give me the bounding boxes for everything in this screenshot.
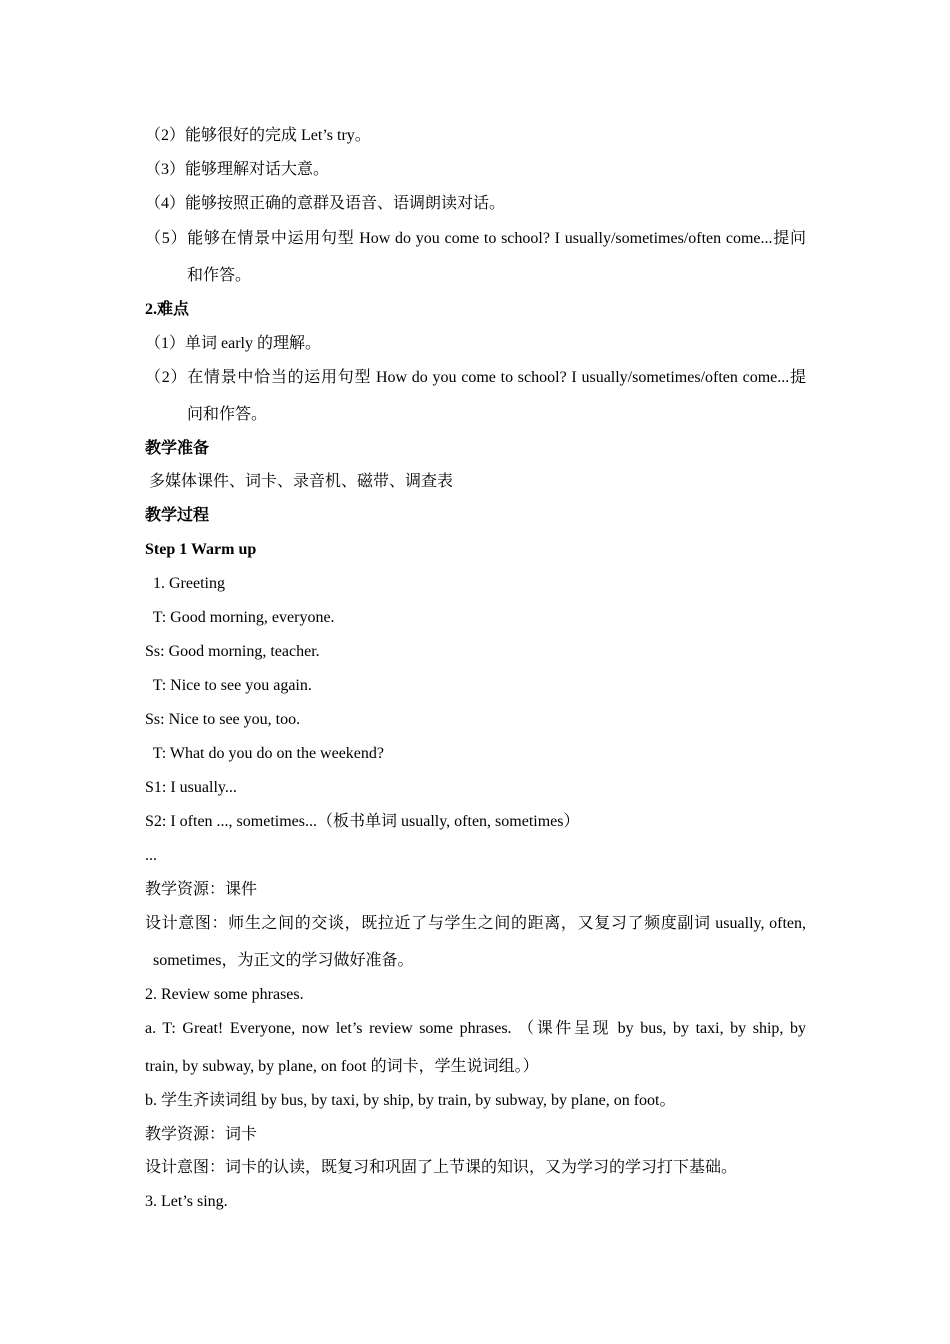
objective-item-2: （2）能够很好的完成 Let’s try。 — [145, 127, 371, 144]
objective-item-5: （5）能够在情景中运用句型 How do you come to school? I usually/sometimes/often come...提问 — [145, 230, 806, 247]
review-item-b: b. 学生齐读词组 by bus, by taxi, by ship, by train, by subway, by plane, on foot。 — [145, 1092, 676, 1109]
preparation-content: 多媒体课件、词卡、录音机、磁带、调查表 — [145, 473, 454, 490]
step1-heading: Step 1 Warm up — [145, 541, 257, 558]
dialogue-line: S2: I often ..., sometimes...（板书单词 usually, often, sometimes） — [145, 813, 580, 830]
dialogue-line: Ss: Good morning, teacher. — [145, 643, 320, 660]
review-item-a-continued: train, by subway, by plane, on foot 的词卡，学生说词组。） — [145, 1058, 539, 1075]
process-heading: 教学过程 — [145, 507, 210, 524]
dialogue-line: Ss: Nice to see you, too. — [145, 711, 301, 728]
review-title: 2. Review some phrases. — [145, 986, 304, 1003]
design-intent-1: 设计意图：师生之间的交谈，既拉近了与学生之间的距离，又复习了频度副词 usually, often, — [145, 915, 806, 932]
preparation-heading: 教学准备 — [145, 440, 210, 457]
teaching-resource-2: 教学资源：词卡 — [145, 1126, 258, 1143]
objective-item-4: （4）能够按照正确的意群及语音、语调朗读对话。 — [145, 195, 506, 212]
dialogue-line: ... — [145, 847, 157, 864]
teaching-resource-1: 教学资源：课件 — [145, 881, 258, 898]
objective-item-3: （3）能够理解对话大意。 — [145, 161, 330, 178]
difficulty-item-1: （1）单词 early 的理解。 — [145, 335, 321, 352]
greeting-title: 1. Greeting — [145, 575, 225, 592]
dialogue-line: T: Nice to see you again. — [145, 677, 312, 694]
objective-item-5-continued: 和作答。 — [187, 267, 252, 284]
sing-title: 3. Let’s sing. — [145, 1193, 228, 1210]
difficulty-item-2: （2）在情景中恰当的运用句型 How do you come to school? I usually/sometimes/often come...提 — [145, 369, 806, 386]
design-intent-2: 设计意图：词卡的认读，既复习和巩固了上节课的知识，又为学习的学习打下基础。 — [145, 1159, 738, 1176]
difficulty-item-2-continued: 问和作答。 — [187, 406, 268, 423]
dialogue-line: T: What do you do on the weekend? — [145, 745, 384, 762]
design-intent-1-continued: sometimes，为正文的学习做好准备。 — [145, 952, 414, 969]
difficulties-heading: 2.难点 — [145, 301, 190, 318]
dialogue-line: T: Good morning, everyone. — [145, 609, 335, 626]
review-item-a: a. T: Great! Everyone, now let’s review some phrases. （课件呈现 by bus, by taxi, by ship, by — [145, 1020, 806, 1037]
dialogue-line: S1: I usually... — [145, 779, 237, 796]
